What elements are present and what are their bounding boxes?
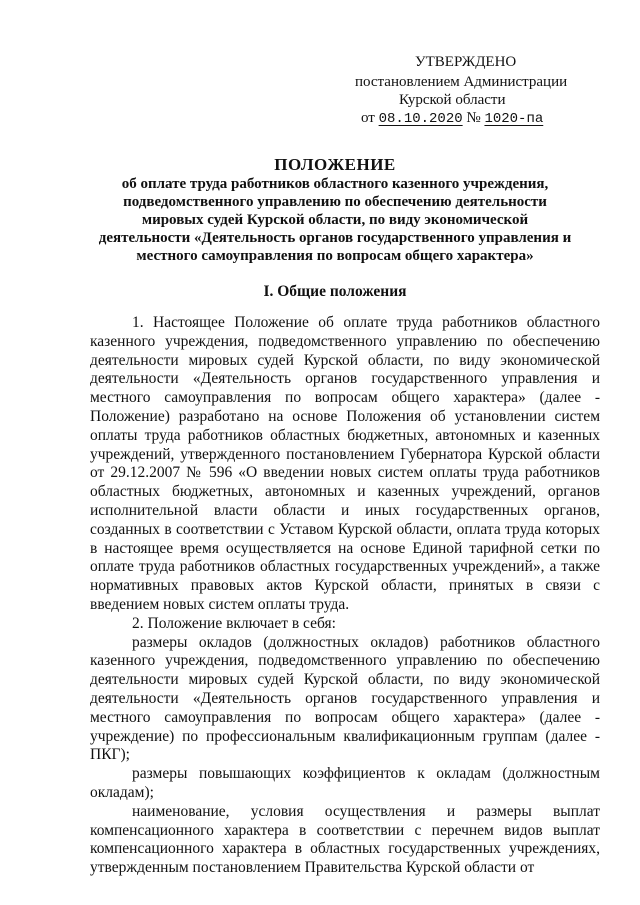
heading-line: об оплате труда работников областного казенного учреждения, <box>121 176 549 192</box>
heading-line: местного самоуправления по вопросам общего характера» <box>136 248 534 264</box>
approval-date-prefix: от <box>361 110 375 126</box>
document-title: ПОЛОЖЕНИЕ <box>274 155 396 174</box>
document-body <box>90 314 600 878</box>
heading-line: подведомственного управлению по обеспечению деятельности <box>123 194 547 210</box>
approval-date-number <box>361 109 543 128</box>
heading-line: деятельности «Деятельность органов государственного управления и <box>98 230 572 246</box>
approval-authority: постановлением Администрации <box>355 74 568 90</box>
approval-number: 1020-па <box>484 111 544 127</box>
paragraph: размеры повышающих коэффициентов к окладам (должностным окладам); <box>90 765 600 801</box>
paragraph: размеры окладов (должностных окладов) работников областного казенного учреждения, подведомственного управлению по обеспечению деятельности мировых судей Курской области, по виду экономической деятельности «Деятельность органов государственного управления и местного самоуправления по вопросам общего характера» (далее - учреждение) по профессиональным квалификационным группам (далее - ПКГ); <box>90 633 600 764</box>
section-title: I. Общие положения <box>263 283 407 300</box>
approval-title: УТВЕРЖДЕНО <box>415 54 517 70</box>
approval-region: Курской области <box>399 92 506 108</box>
paragraph: 2. Положение включает в себя: <box>132 614 336 632</box>
approval-date: 08.10.2020 <box>378 111 463 127</box>
approval-number-prefix: № <box>466 110 481 126</box>
document-heading <box>70 156 600 265</box>
paragraph: наименование, условия осуществления и размеры выплат компенсационного характера в соответствии с перечнем видов выплат компенсационного характера в областных государственных учреждениях, утвержденным постановлением Правительства Курской области от <box>90 802 600 877</box>
paragraph: 1. Настоящее Положение об оплате труда работников областного казенного учреждения, подведомственного управлению по обеспечению деятельности мировых судей Курской области, по виду экономической деятельности «Деятельность органов государственного управления и местного самоуправления по вопросам общего характера» (далее - Положение) разработано на основе Положения об установлении систем оплаты труда работников областных бюджетных, автономных и казенных учреждений, утвержденного постановлением Губернатора Курской области от 29.12.2007 № 596 «О введении новых систем оплаты труда работников областных бюджетных, автономных и казенных учреждений, органов исполнительной власти области и иных государственных органов, созданных в соответствии с Уставом Курской области, оплата труда которых в настоящее время осуществляется на основе Единой тарифной сетки по оплате труда работников областных государственных учреждений», а также нормативных правовых актов Курской области, принятых в связи с введением новых систем оплаты труда. <box>90 314 600 613</box>
heading-line: мировых судей Курской области, по виду экономической <box>141 212 529 228</box>
